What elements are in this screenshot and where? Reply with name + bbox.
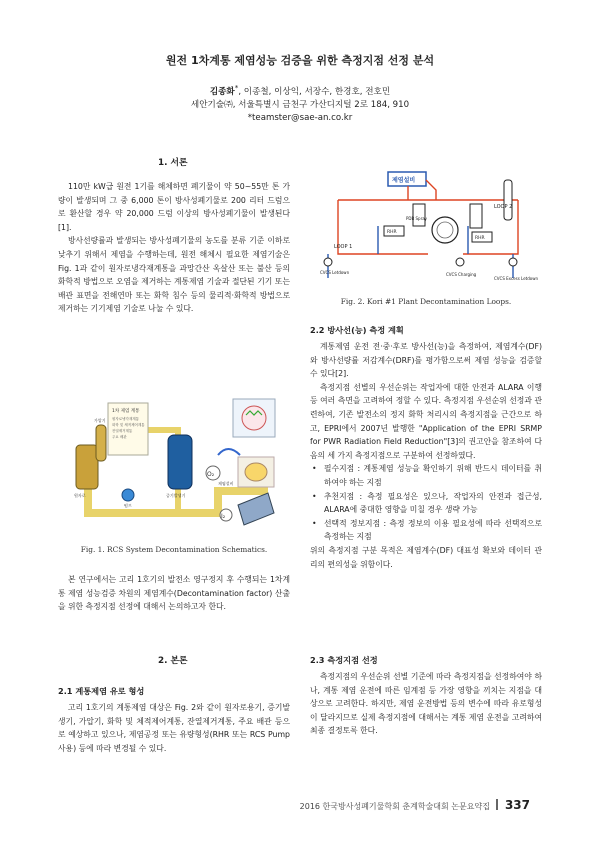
section-1-body	[58, 180, 290, 316]
list-item: • 추천지점 : 측정 필요성은 있으나, 작업자의 안전과 접근성, ALARA에 중대한 영향을 미칠 경우 생략 가능	[324, 490, 542, 517]
pump-icon	[456, 258, 464, 266]
corresponding-mark: *	[234, 83, 239, 92]
cvcs-letdown-label: CVCS Letdown	[320, 270, 350, 275]
resin-icon	[245, 463, 267, 481]
figure-1-diagram	[68, 395, 280, 533]
lead-author: 김종화	[209, 86, 235, 97]
co-authors: , 이종철, 이상익, 서장수, 한경호, 전호민	[238, 86, 391, 97]
sg-right-icon	[470, 204, 482, 228]
figure-2	[318, 170, 539, 290]
label-reactor: 원자로	[74, 493, 86, 498]
figure-2-caption: Fig. 2. Kori #1 Plant Decontamination Loops.	[340, 297, 512, 306]
pump-icon	[122, 489, 134, 501]
email: *teamster@sae-an.co.kr	[247, 113, 353, 123]
paragraph: 고리 1호기의 계통제염 대상은 Fig. 2와 같이 원자로용기, 증기발생기, 가압기, 화학 및 체적제어계통, 잔열제거계통, 주요 배관 등으로 예상하고 있으나, 제염공정 또는 유량형성(RHR 또는 RCS Pump 사용) 등에 따라 변경될 수 있다.	[58, 703, 290, 753]
label-pump: 펌프	[124, 503, 132, 508]
flow-arrow-icon	[218, 449, 240, 455]
label-sg: 증기발생기	[166, 493, 186, 498]
figure-2-diagram	[318, 170, 539, 290]
paragraph: 계통제염 운전 전·중·후로 방사선(능)을 측정하여, 제염계수(DF)와 방사선량률 저감계수(DRF)를 평가함으로써 제염 성능을 검증할 수 있다[2].	[310, 342, 542, 379]
label-o2: O₂	[207, 471, 215, 478]
footer-text: 2016 한국방사성폐기물학회 춘계학술대회 논문요약집	[299, 802, 490, 811]
reactor-vessel-icon	[432, 217, 458, 243]
loop2-label: LOOP 2	[494, 204, 513, 210]
section-1-closing	[58, 573, 290, 614]
loop1-label: LOOP 1	[334, 244, 353, 250]
filter-icon	[238, 493, 274, 525]
process-circle-icon	[242, 406, 266, 430]
paragraph: 위의 측정지점 구분 목적은 제염계수(DF) 대표성 확보와 데이터 관리의 편의성을 위함이다.	[310, 545, 542, 569]
figure-1	[68, 395, 280, 533]
page-footer	[300, 798, 530, 812]
info-box-line: 화학 및 체적제어계통	[112, 423, 145, 427]
paragraph: 본 연구에서는 고리 1호기의 발전소 영구정지 후 수행되는 1차계통 제염 성능검증 차원의 제염계수(Decontamination factor) 산출을 위한 측정지점 선정에 대해서 논의하고자 한다.	[58, 575, 290, 612]
author-list	[0, 83, 600, 97]
pdb-label: PDB Spray	[406, 216, 428, 221]
label-pressurizer: 가압기	[94, 418, 106, 423]
pump-icon	[324, 258, 332, 266]
label-decon-unit: 제염설비	[218, 481, 234, 486]
paper-title: 원전 1차계통 제염성능 검증을 위한 측정지점 선정 분석	[165, 54, 435, 67]
cvcs-charging-label: CVCS Charging	[446, 272, 477, 277]
reactor-vessel-icon	[76, 445, 98, 489]
list-item: • 필수지점 : 계통제염 성능을 확인하기 위해 반드시 데이터를 취하여야 하는 지점	[324, 462, 542, 489]
paragraph: 측정지점 선별의 우선순위는 작업자에 대한 안전과 ALARA 이행 등 여러 측면을 고려하여 정할 수 있다. 측정지점 우선순위 선정과 관련하여, 기존 발전소의 정지 화학 처리시의 측정지점을 근간으로 하고, EPRI에서 2007년 발행한 "Application of the EPRI SRMP for PWR Radiation Field Reduction"[3]의 권고안을 참조하여 다음의 세 가지 측정지점으로 구분하여 선정하였다.	[310, 382, 542, 460]
decon-unit-label: 제염설비	[392, 177, 416, 184]
rhr-label: RHR	[475, 236, 485, 241]
steam-generator-icon	[168, 435, 192, 489]
info-box-line: 원자로냉각재계통	[112, 417, 140, 421]
label-i2: I₂	[221, 513, 226, 520]
affiliation: 세안기술㈜, 서울특별시 금천구 가산디지털 2로 184, 910	[190, 100, 410, 110]
subsection-2-2-body	[310, 340, 542, 571]
measurement-point-list	[310, 462, 542, 544]
paragraph: 방사선량률과 발생되는 방사성폐기물의 농도를 분류 기준 이하로 낮추기 위해서 제염을 수행하는데, 원전 해체시 필요한 제염기술은 Fig. 1과 같이 원자로냉각재계통을 과망간산 옥살산 또는 불산 등의 화학적 방법으로 오염을 제거하는 계통제염 기술과 절단된 기기 또는 배관 표면을 전해연마 또는 화학 침수 등의 물리적·화학적 방법으로 제거하는 기기제염 기술로 나눌 수 있다.	[58, 236, 290, 314]
pressurizer-icon	[96, 425, 106, 461]
loop-red-line	[338, 200, 518, 254]
info-box-line: 잔열제거계통	[112, 429, 133, 433]
info-box-line: 주요 배관	[112, 435, 127, 439]
subsection-2-3-body	[310, 670, 542, 738]
footer-divider	[496, 799, 498, 810]
page-number: 337	[504, 798, 530, 812]
subsection-2-1-body	[58, 701, 290, 755]
subsection-2-1-title: 2.1 계통제염 유로 형성	[58, 686, 145, 696]
paragraph: 110만 kW급 원전 1기를 해체하면 폐기물이 약 50~55만 톤 가량이 발생되며 그 중 6,000 톤이 방사성폐기물로 200 리터 드럼으로 환산할 경우 약 20,000 드럼 이상의 방사성폐기물이 발생된다[1].	[58, 182, 290, 232]
sg-left-icon	[413, 204, 425, 226]
subsection-2-2-title: 2.2 방사선(능) 측정 계획	[310, 325, 404, 335]
info-box-title: 1차 제염 계통	[112, 409, 140, 414]
pump-icon	[509, 258, 517, 266]
cvcs-excess-label: CVCS Excess Letdown	[494, 276, 539, 281]
rhr-label: RHR	[387, 230, 397, 235]
subsection-2-3-title: 2.3 측정지점 선정	[310, 655, 378, 665]
paragraph: 측정지점의 우선순위 선별 기준에 따라 측정지점을 선정하여야 하나, 계통 제염 운전에 따른 임계점 등 가장 영향을 끼치는 지점을 대상으로 고려한다. 하지만, 제염 운전방법 등의 변수에 따라 유로형성이 달라지므로 실제 측정지점에 대해서는 계통 제염 운전을 고려하여 최종 결정토록 한다.	[310, 672, 542, 736]
figure-1-caption: Fig. 1. RCS System Decontamination Schematics.	[80, 545, 268, 554]
list-item: • 선택적 정보지점 : 측정 정보의 이용 필요성에 따라 선택적으로 측정하는 지점	[324, 517, 542, 544]
section-2-title: 2. 본론	[158, 656, 188, 666]
section-1-title: 1. 서론	[158, 158, 188, 168]
pressurizer-icon	[504, 180, 512, 220]
